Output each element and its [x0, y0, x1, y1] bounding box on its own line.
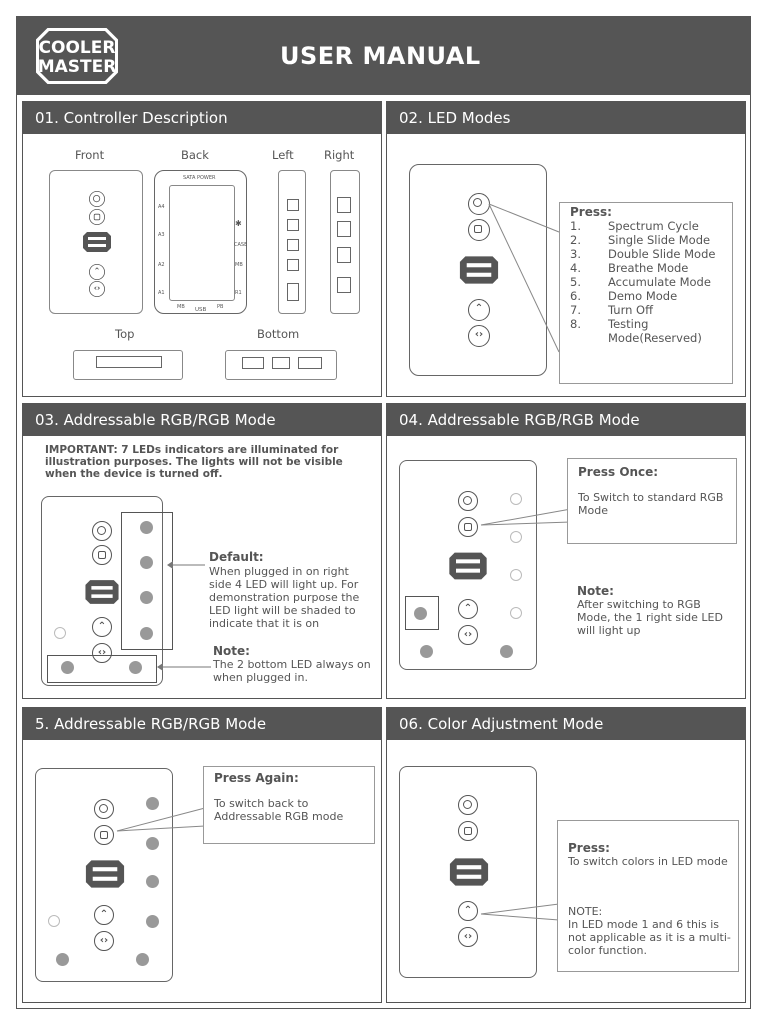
panel-title: 5. Addressable RGB/RGB Mode	[23, 708, 381, 740]
default-text: When plugged in on right side 4 LED will light up. For demonstration purpose the LED light will be shaded to indicate that it is on	[209, 565, 360, 630]
logo-line1: COOLER	[38, 38, 116, 58]
page-title: USER MANUAL	[280, 42, 481, 70]
note-heading: NOTE:	[568, 905, 603, 918]
left-right-button: ‹›	[89, 281, 105, 297]
back-label-sata: SATA POWER	[183, 175, 216, 181]
label-left: Left	[272, 148, 294, 162]
port-slot	[337, 221, 351, 237]
mode-item: 3. Double Slide Mode	[570, 247, 716, 261]
port-slot	[287, 239, 299, 251]
back-label-r1: R1	[235, 290, 242, 296]
panel-addressable-rgb-4	[386, 403, 746, 699]
panel-controller-description	[22, 101, 382, 397]
back-label-a1: A1	[158, 290, 165, 296]
panel-title: 06. Color Adjustment Mode	[387, 708, 745, 740]
label-bottom: Bottom	[257, 327, 300, 341]
up-down-button: ⌃	[92, 617, 112, 637]
label-front: Front	[75, 148, 105, 162]
label-right: Right	[324, 148, 355, 162]
port-slot	[287, 283, 299, 301]
note-heading: Note:	[213, 644, 250, 658]
leader-line	[23, 708, 383, 1004]
panel-addressable-rgb-5	[22, 707, 382, 1003]
usb-slot	[272, 357, 290, 369]
mini-logo-icon	[82, 231, 112, 253]
mode-item: 7. Turn Off	[570, 303, 654, 317]
important-note: IMPORTANT: 7 LEDs indicators are illuminated for illustration purposes. The lights will not be visible when the device is turned off.	[45, 444, 343, 480]
press-again-callout	[203, 766, 375, 844]
label-back: Back	[181, 148, 209, 162]
mode-button	[89, 191, 105, 207]
left-view-device	[278, 170, 306, 314]
panel-title: 01. Controller Description	[23, 102, 381, 134]
panel-title: 02. LED Modes	[387, 102, 745, 134]
up-down-button: ⌃	[89, 264, 105, 280]
port-slot	[287, 219, 299, 231]
default-heading: Default:	[209, 550, 264, 564]
back-label-mb: MB	[235, 262, 243, 268]
panel-title: 03. Addressable RGB/RGB Mode	[23, 404, 381, 436]
press-text: To switch colors in LED mode	[568, 855, 728, 868]
top-view-device	[73, 350, 183, 380]
mode-item: 1. Spectrum Cycle	[570, 219, 699, 233]
press-once-heading: Press Once:	[578, 465, 659, 479]
port-slot	[337, 247, 351, 263]
up-down-button: ⌃	[458, 599, 478, 619]
back-view-device	[154, 170, 247, 314]
press-once-text: To Switch to standard RGB Mode	[578, 491, 724, 517]
mode-item: 2. Single Slide Mode	[570, 233, 711, 247]
note-text: In LED mode 1 and 6 this is not applicable as it is a multi-color function.	[568, 918, 731, 957]
modes-callout	[559, 202, 733, 384]
right-view-device	[330, 170, 360, 314]
logo-line2: MASTER	[37, 57, 117, 77]
port-slot	[287, 259, 299, 271]
panel-title: 04. Addressable RGB/RGB Mode	[387, 404, 745, 436]
back-label-case: CASE	[234, 242, 248, 248]
mode-item: 4. Breathe Mode	[570, 261, 689, 275]
back-label-a2: A2	[158, 262, 165, 268]
back-label-usb: USB	[195, 307, 207, 313]
note-text: After switching to RGB Mode, the 1 right side LED will light up	[577, 598, 723, 637]
panel-color-adjustment	[386, 707, 746, 1003]
panel-led-modes	[386, 101, 746, 397]
mode-list	[570, 219, 730, 345]
port-slot	[337, 277, 351, 293]
color-adjust-callout	[557, 820, 739, 972]
back-label-mb-bottom: MB	[177, 304, 185, 310]
label-top: Top	[115, 327, 135, 341]
front-view-device	[49, 170, 143, 314]
press-again-heading: Press Again:	[214, 771, 299, 785]
back-inner-plate	[169, 185, 235, 301]
mode-item: 5. Accumulate Mode	[570, 275, 711, 289]
arrow-icon	[23, 404, 383, 700]
left-right-button: ‹›	[458, 625, 478, 645]
left-right-button: ‹›	[458, 927, 478, 947]
cooler-master-logo	[33, 25, 121, 87]
back-label-a4: A4	[158, 204, 165, 210]
up-down-button: ⌃	[468, 299, 490, 321]
port-slot	[242, 357, 264, 369]
bottom-view-device	[225, 350, 337, 380]
sata-slot	[96, 356, 162, 368]
up-down-button: ⌃	[458, 901, 478, 921]
fan-icon: ✱	[235, 219, 242, 228]
rgb-switch-button	[89, 209, 105, 225]
press-label: Press:	[570, 205, 612, 219]
press-once-callout	[567, 458, 737, 544]
panel-addressable-rgb-3	[22, 403, 382, 699]
note-heading: Note:	[577, 584, 614, 598]
left-right-button: ‹›	[94, 931, 114, 951]
back-label-pb: PB	[217, 304, 224, 310]
mode-item: 8. Testing Mode(Reserved)	[570, 317, 702, 345]
press-again-text: To switch back to Addressable RGB mode	[214, 797, 344, 823]
port-slot	[337, 197, 351, 213]
back-label-a3: A3	[158, 232, 165, 238]
left-right-button: ‹›	[92, 643, 112, 663]
mode-item: 6. Demo Mode	[570, 289, 678, 303]
leader-line	[387, 404, 747, 700]
up-down-button: ⌃	[94, 905, 114, 925]
port-slot	[298, 357, 322, 369]
press-heading: Press:	[568, 841, 610, 855]
port-slot	[287, 199, 299, 211]
left-right-button: ‹›	[468, 325, 490, 347]
note-text: The 2 bottom LED always on when plugged in.	[213, 658, 371, 684]
